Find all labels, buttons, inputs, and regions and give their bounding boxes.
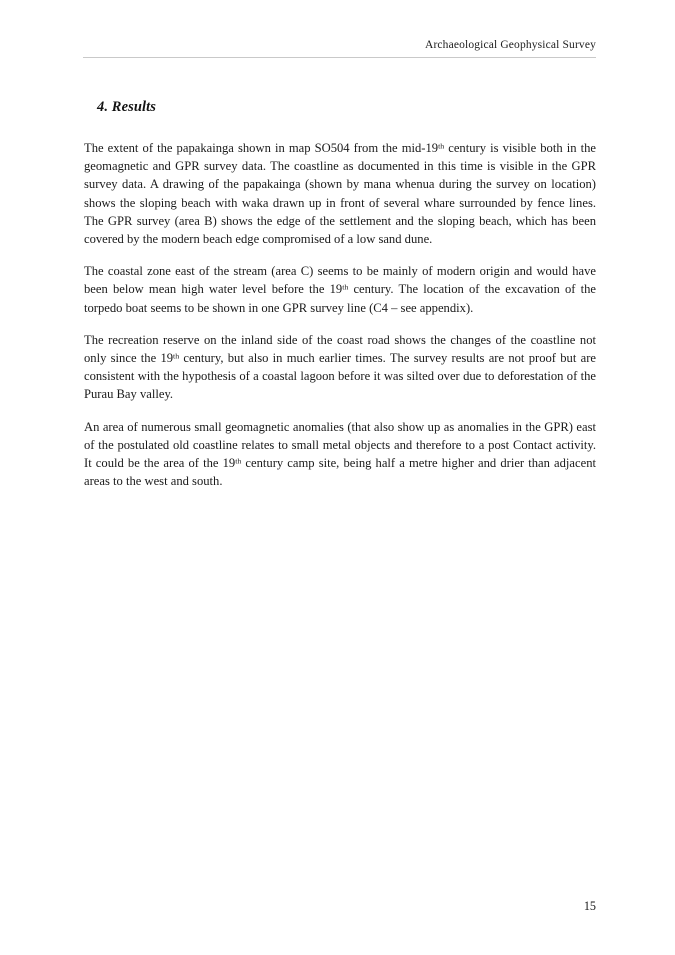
paragraph-2: The coastal zone east of the stream (area C) seems to be mainly of modern origin and would have been below mean high water level before the 19th century. The location of the excavation of the torpedo boat seems to be shown in one GPR survey line (C4 – see appendix). (84, 264, 596, 315)
paragraph-3: The recreation reserve on the inland side of the coast road shows the changes of the coastline not only since the 19th century, but also in much earlier times. The survey results are not proof but are consistent with the hypothesis of a coastal lagoon before it was silted over due to deforestation of the Purau Bay valley. (84, 332, 596, 402)
page-footer (83, 899, 596, 914)
running-header-title: Archaeological Geophysical Survey (424, 39, 596, 51)
ordinal-suffix: th (438, 141, 445, 151)
header-divider (83, 57, 596, 58)
ordinal-suffix: th (342, 282, 349, 292)
ordinal-suffix: th (235, 456, 242, 466)
paragraph-container (84, 139, 596, 490)
ordinal-suffix: th (173, 351, 180, 361)
paragraph-4: An area of numerous small geomagnetic anomalies (that also show up as anomalies in the GPR) east of the postulated old coastline relates to small metal objects and therefore to a post Contact activity. It could be the area of the 19th century camp site, being half a metre higher and drier than adjacent areas to the west and south. (84, 419, 596, 489)
document-body (84, 98, 596, 490)
running-header (83, 38, 596, 58)
page-number: 15 (583, 899, 596, 913)
paragraph-1: The extent of the papakainga shown in map SO504 from the mid-19th century is visible both in the geomagnetic and GPR survey data. The coastline as documented in this time is visible in the GPR survey data. A drawing of the papakainga (shown by mana whenua during the survey on location) shows the sloping beach with waka drawn up in front of several whare surrounded by fence lines. The GPR survey (area B) shows the edge of the settlement and the sloping beach, which has been covered by the modern beach edge compromised of a low sand dune. (84, 141, 596, 247)
section-heading: 4. Results (97, 99, 157, 115)
